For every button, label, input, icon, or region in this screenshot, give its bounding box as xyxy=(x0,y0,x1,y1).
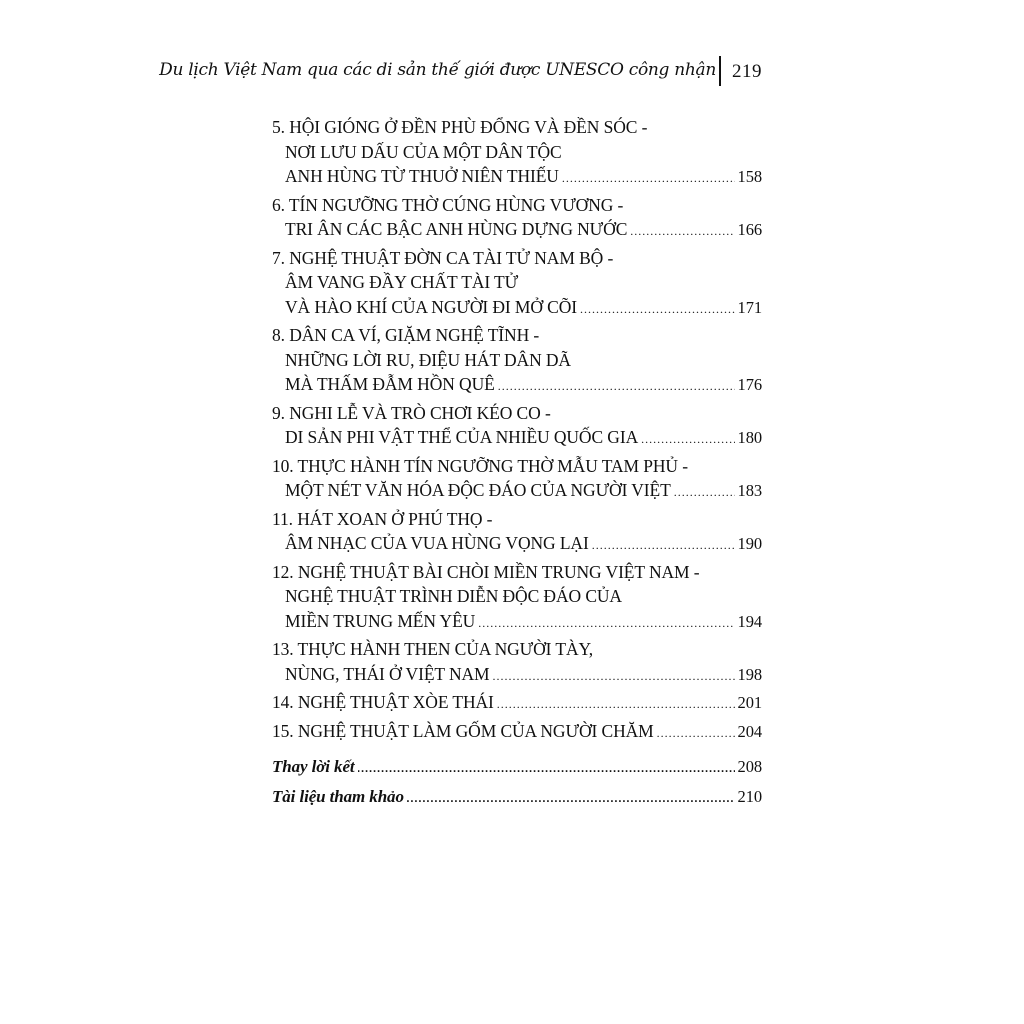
toc-page-number: 158 xyxy=(737,167,762,186)
toc-entry-line xyxy=(272,584,762,609)
toc-entry xyxy=(272,690,762,715)
dot-leader xyxy=(630,219,734,244)
toc-entry-text: 7. NGHỆ THUẬT ĐỜN CA TÀI TỬ NAM BỘ - xyxy=(272,247,614,268)
toc-entry-text: 11. HÁT XOAN Ở PHÚ THỌ - xyxy=(272,508,493,529)
toc-entry-final-line xyxy=(272,425,762,450)
table-of-contents xyxy=(272,115,762,814)
toc-entry-text: TRI ÂN CÁC BẬC ANH HÙNG DỰNG NƯỚC xyxy=(285,219,628,239)
toc-entry-text: 10. THỰC HÀNH TÍN NGƯỠNG THỜ MẪU TAM PHỦ - xyxy=(272,455,688,476)
dot-leader xyxy=(592,533,735,558)
toc-entry-text: VÀ HÀO KHÍ CỦA NGƯỜI ĐI MỞ CÕI xyxy=(285,296,578,317)
toc-entry-final-line xyxy=(272,609,762,634)
dot-leader xyxy=(498,374,735,399)
toc-entry-line xyxy=(272,323,762,348)
dot-leader xyxy=(478,611,734,636)
toc-entry-text: 5. HỘI GIÓNG Ở ĐỀN PHÙ ĐỔNG VÀ ĐỀN SÓC - xyxy=(272,117,648,137)
toc-page-number: 210 xyxy=(737,786,762,806)
toc-entry-text: 6. TÍN NGƯỠNG THỜ CÚNG HÙNG VƯƠNG - xyxy=(272,194,624,215)
toc-entry-line xyxy=(272,401,762,426)
toc-page-number: 194 xyxy=(737,611,762,631)
toc-entry-line xyxy=(272,193,762,218)
toc-entry xyxy=(272,323,762,397)
dot-leader xyxy=(674,480,735,505)
dot-leader xyxy=(641,427,734,452)
header-divider xyxy=(719,56,721,86)
toc-page-number: 171 xyxy=(737,297,762,317)
dot-leader xyxy=(562,166,735,191)
toc-endmatter-entry xyxy=(272,755,762,780)
toc-entry xyxy=(272,507,762,556)
toc-page-number: 198 xyxy=(737,664,762,684)
toc-entry-line xyxy=(272,348,762,373)
toc-page-number: 176 xyxy=(737,375,762,394)
toc-entry-final-line xyxy=(272,295,762,320)
toc-page-number: 204 xyxy=(737,721,762,741)
toc-entry-text: 9. NGHI LỄ VÀ TRÒ CHƠI KÉO CO - xyxy=(272,402,551,423)
toc-entry-text: 12. NGHỆ THUẬT BÀI CHÒI MIỀN TRUNG VIỆT NAM - xyxy=(272,561,700,582)
toc-entry-line xyxy=(272,454,762,479)
toc-entry-text: 8. DÂN CA VÍ, GIẶM NGHỆ TĨNH - xyxy=(272,325,540,345)
toc-entry-line xyxy=(272,246,762,271)
toc-page-number: 208 xyxy=(737,757,762,776)
toc-entry-final-line xyxy=(272,372,762,397)
toc-entry-line xyxy=(272,270,762,295)
toc-entry-text: MIỀN TRUNG MẾN YÊU xyxy=(285,610,476,631)
dot-leader xyxy=(407,786,735,811)
toc-entry-text: NÙNG, THÁI Ở VIỆT NAM xyxy=(285,663,490,684)
dot-leader xyxy=(657,721,735,746)
toc-entry xyxy=(272,560,762,634)
toc-entry-text: ÂM VANG ĐẦY CHẤT TÀI TỬ xyxy=(285,272,519,292)
toc-endmatter-entry xyxy=(272,785,762,810)
toc-page-number: 190 xyxy=(737,534,762,553)
toc-entry-text: NHỮNG LỜI RU, ĐIỆU HÁT DÂN DÃ xyxy=(285,349,571,370)
toc-entry-line xyxy=(272,560,762,585)
toc-entry-final-line xyxy=(272,478,762,503)
toc-entry-final-line xyxy=(272,690,762,715)
toc-entry xyxy=(272,115,762,189)
toc-entry xyxy=(272,246,762,320)
dot-leader xyxy=(580,297,735,322)
toc-page-number: 183 xyxy=(737,481,762,500)
toc-entry xyxy=(272,454,762,503)
toc-entry-text: MÀ THẤM ĐẪM HỒN QUÊ xyxy=(285,374,495,394)
toc-entry-text: 15. NGHỆ THUẬT LÀM GỐM CỦA NGƯỜI CHĂM xyxy=(272,720,654,741)
toc-entry-text: 14. NGHỆ THUẬT XÒE THÁI xyxy=(272,692,494,712)
toc-entry-final-line xyxy=(272,755,762,780)
toc-endmatter-label: Tài liệu tham khảo xyxy=(272,786,404,806)
header-title: Du lịch Việt Nam qua các di sản thế giới được UNESCO công nhận xyxy=(159,60,716,80)
toc-entry-text: NGHỆ THUẬT TRÌNH DIỄN ĐỘC ĐÁO CỦA xyxy=(285,586,622,606)
toc-entry xyxy=(272,193,762,242)
toc-entry-final-line xyxy=(272,785,762,810)
toc-entry-text: ÂM NHẠC CỦA VUA HÙNG VỌNG LẠI xyxy=(285,533,589,553)
toc-entry-text: NƠI LƯU DẤU CỦA MỘT DÂN TỘC xyxy=(285,141,562,162)
toc-entry-final-line xyxy=(272,531,762,556)
toc-entry-line xyxy=(272,637,762,662)
toc-entry-line xyxy=(272,140,762,165)
toc-entry-text: DI SẢN PHI VẬT THỂ CỦA NHIỀU QUỐC GIA xyxy=(285,427,639,447)
toc-entry-text: MỘT NÉT VĂN HÓA ĐỘC ĐÁO CỦA NGƯỜI VIỆT xyxy=(285,480,671,500)
toc-entry-line xyxy=(272,115,762,140)
toc-entry-final-line xyxy=(272,662,762,687)
toc-endmatter-label: Thay lời kết xyxy=(272,757,355,776)
toc-entry-line xyxy=(272,507,762,532)
dot-leader xyxy=(493,664,735,689)
toc-entry xyxy=(272,401,762,450)
toc-entry xyxy=(272,637,762,686)
header-page-number: 219 xyxy=(732,61,762,82)
toc-entry-final-line xyxy=(272,719,762,744)
toc-page-number: 180 xyxy=(737,428,762,447)
toc-page-number: 166 xyxy=(737,220,762,239)
running-header xyxy=(159,54,766,90)
toc-entry xyxy=(272,719,762,744)
dot-leader xyxy=(358,756,735,781)
section-gap xyxy=(272,747,762,755)
toc-entry-text: 13. THỰC HÀNH THEN CỦA NGƯỜI TÀY, xyxy=(272,639,594,659)
dot-leader xyxy=(497,692,735,717)
toc-page-number: 201 xyxy=(737,693,762,712)
toc-entry-final-line xyxy=(272,217,762,242)
toc-entry-text: ANH HÙNG TỪ THUỞ NIÊN THIẾU xyxy=(285,166,559,186)
toc-entry-final-line xyxy=(272,164,762,189)
